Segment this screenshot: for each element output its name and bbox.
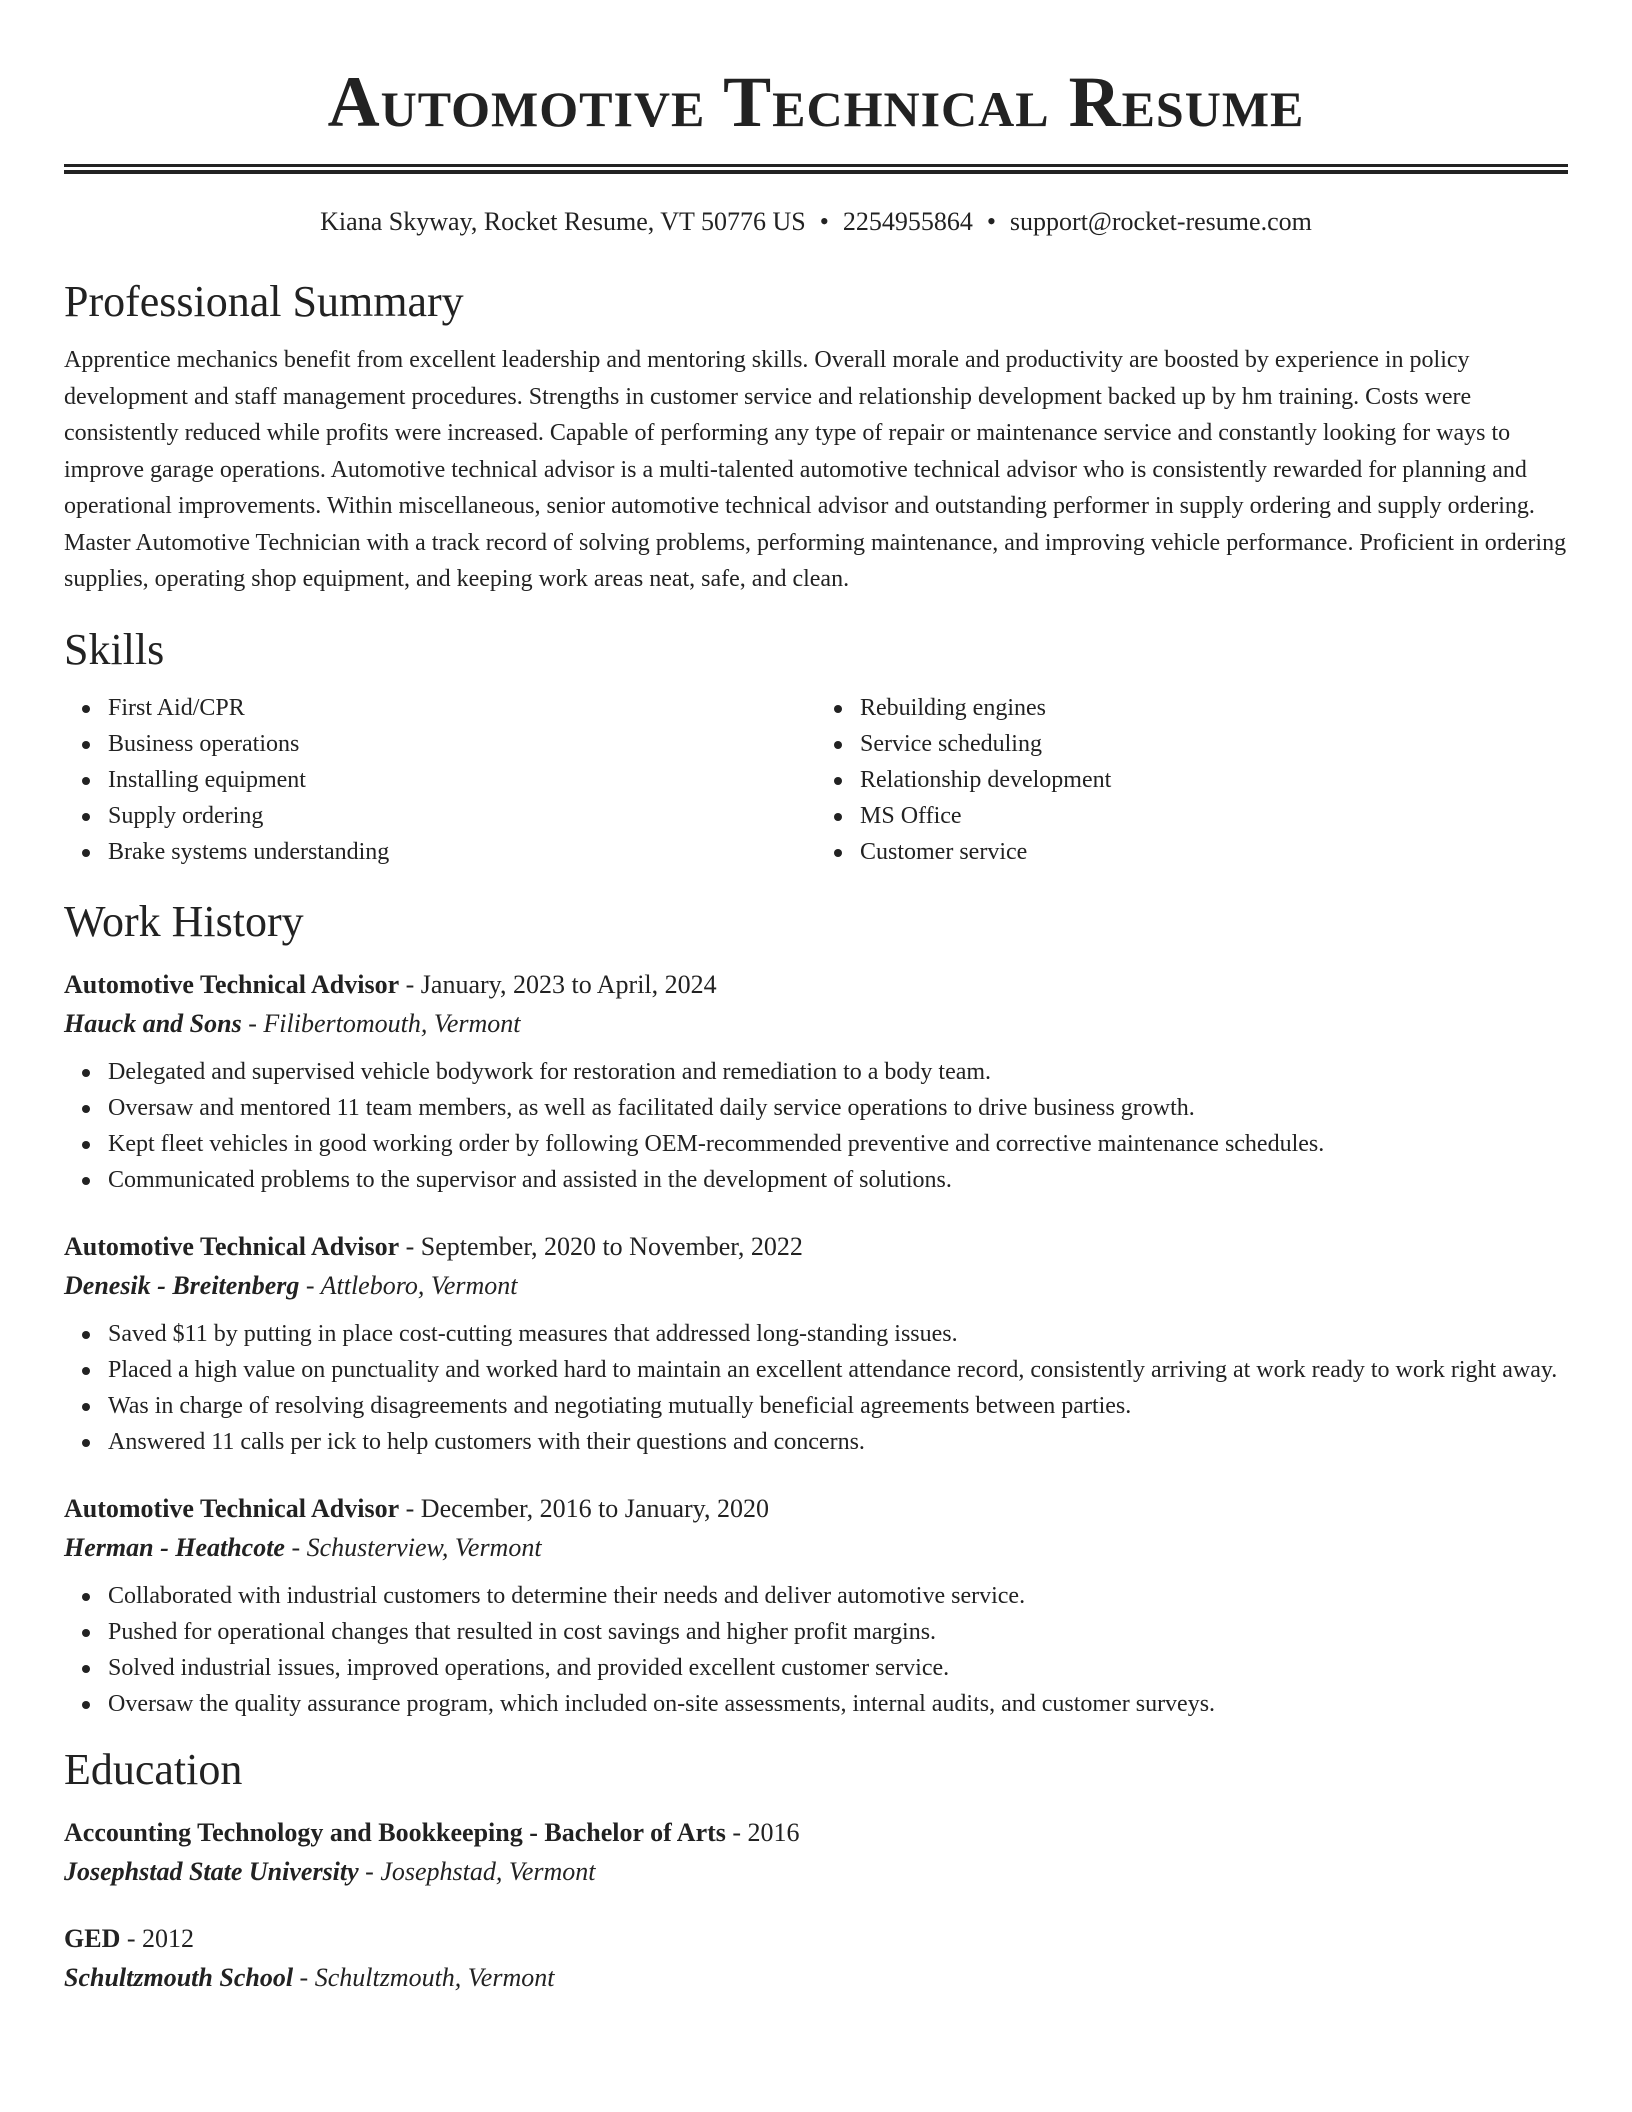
skill-item: Service scheduling (860, 726, 1568, 762)
job-entry (64, 1490, 1568, 1722)
company-location: - Attleboro, Vermont (299, 1270, 518, 1300)
job-bullet: Oversaw and mentored 11 team members, as well as facilitated daily service operations to drive business growth. (108, 1090, 1568, 1126)
job-dates: - January, 2023 to April, 2024 (399, 969, 717, 999)
job-bullet: Kept fleet vehicles in good working order by following OEM-recommended preventive and corrective maintenance schedules. (108, 1126, 1568, 1162)
skills-column-left (64, 690, 816, 870)
skills-column-right (816, 690, 1568, 870)
education-school (64, 1958, 1568, 1998)
skills-grid (64, 690, 1568, 870)
job-bullets (64, 1054, 1568, 1198)
resume-title: Automotive Technical Resume (327, 62, 1305, 142)
skill-item: Business operations (108, 726, 816, 762)
section-title-summary: Professional Summary (64, 277, 464, 326)
job-bullet: Oversaw the quality assurance program, which included on-site assessments, internal audits, and customer surveys. (108, 1686, 1568, 1722)
skill-item: Customer service (860, 834, 1568, 870)
job-bullet: Placed a high value on punctuality and worked hard to maintain an excellent attendance record, consistently arriving at work ready to work right away. (108, 1352, 1568, 1388)
education-entry (64, 1920, 1568, 1998)
job-dates: - December, 2016 to January, 2020 (399, 1493, 769, 1523)
company-name: Denesik - Breitenberg (64, 1270, 300, 1300)
job-entry (64, 966, 1568, 1198)
education-entry (64, 1814, 1568, 1892)
degree-name: Accounting Technology and Bookkeeping - Bachelor of Arts (64, 1817, 726, 1847)
skill-item: Relationship development (860, 762, 1568, 798)
section-title-education: Education (64, 1744, 243, 1794)
school-name: Schultzmouth School (64, 1962, 294, 1992)
job-entry (64, 1228, 1568, 1460)
contact-separator: • (819, 207, 829, 236)
job-employer (64, 1266, 1568, 1306)
job-employer (64, 1004, 1568, 1044)
company-name: Hauck and Sons (64, 1008, 242, 1038)
job-title: Automotive Technical Advisor (64, 969, 400, 999)
education-school (64, 1852, 1568, 1892)
skill-item: MS Office (860, 798, 1568, 834)
job-bullet: Saved $11 by putting in place cost-cutting measures that addressed long-standing issues. (108, 1316, 1568, 1352)
job-bullet: Collaborated with industrial customers to determine their needs and deliver automotive service. (108, 1578, 1568, 1614)
job-employer (64, 1528, 1568, 1568)
job-dates: - September, 2020 to November, 2022 (399, 1231, 803, 1261)
skill-item: First Aid/CPR (108, 690, 816, 726)
company-location: - Schusterview, Vermont (284, 1532, 542, 1562)
job-bullet: Was in charge of resolving disagreements and negotiating mutually beneficial agreements between parties. (108, 1388, 1568, 1424)
job-bullets (64, 1578, 1568, 1722)
job-bullets (64, 1316, 1568, 1460)
job-bullet: Communicated problems to the supervisor and assisted in the development of solutions. (108, 1162, 1568, 1198)
graduation-year: - 2012 (120, 1923, 195, 1953)
job-bullet: Delegated and supervised vehicle bodywork for restoration and remediation to a body team. (108, 1054, 1568, 1090)
contact-line (64, 206, 1568, 238)
school-name: Josephstad State University (64, 1856, 359, 1886)
company-location: - Filibertomouth, Vermont (241, 1008, 521, 1038)
skill-item: Brake systems understanding (108, 834, 816, 870)
job-heading (64, 1490, 1568, 1528)
section-title-skills: Skills (64, 624, 165, 674)
company-name: Herman - Heathcote (64, 1532, 285, 1562)
education-heading (64, 1814, 1568, 1852)
degree-name: GED (64, 1923, 121, 1953)
skill-item: Rebuilding engines (860, 690, 1568, 726)
job-bullet: Pushed for operational changes that resulted in cost savings and higher profit margins. (108, 1614, 1568, 1650)
skill-item: Supply ordering (108, 798, 816, 834)
job-bullet: Solved industrial issues, improved operations, and provided excellent customer service. (108, 1650, 1568, 1686)
job-heading (64, 966, 1568, 1004)
contact-address: Kiana Skyway, Rocket Resume, VT 50776 US (320, 207, 806, 236)
title-divider (64, 164, 1568, 174)
job-title: Automotive Technical Advisor (64, 1231, 400, 1261)
skill-item: Installing equipment (108, 762, 816, 798)
education-heading (64, 1920, 1568, 1958)
contact-email: support@rocket-resume.com (1009, 207, 1312, 236)
section-title-work-history: Work History (64, 896, 304, 946)
job-title: Automotive Technical Advisor (64, 1493, 400, 1523)
graduation-year: - 2016 (725, 1817, 800, 1847)
job-heading (64, 1228, 1568, 1266)
school-location: - Schultzmouth, Vermont (293, 1962, 555, 1992)
contact-phone: 2254955864 (842, 207, 973, 236)
summary-text: Apprentice mechanics benefit from excellent leadership and mentoring skills. Overall morale and productivity are boosted by experience in policy development and staff management procedures. Strengths in customer service and relationship development backed up by hm training. Costs were consistently reduced while profits were increased. Capable of performing any type of repair or maintenance service and constantly looking for ways to improve garage operations. Automotive technical advisor is a multi-talented automotive technical advisor who is consistently rewarded for planning and operational improvements. Within miscellaneous, senior automotive technical advisor and outstanding performer in supply ordering and supply ordering. Master Automotive Technician with a track record of solving problems, performing maintenance, and improving vehicle performance. Proficient in ordering supplies, operating shop equipment, and keeping work areas neat, safe, and clean. (64, 347, 1567, 592)
job-bullet: Answered 11 calls per ick to help customers with their questions and concerns. (108, 1424, 1568, 1460)
school-location: - Josephstad, Vermont (358, 1856, 596, 1886)
contact-separator: • (986, 207, 996, 236)
